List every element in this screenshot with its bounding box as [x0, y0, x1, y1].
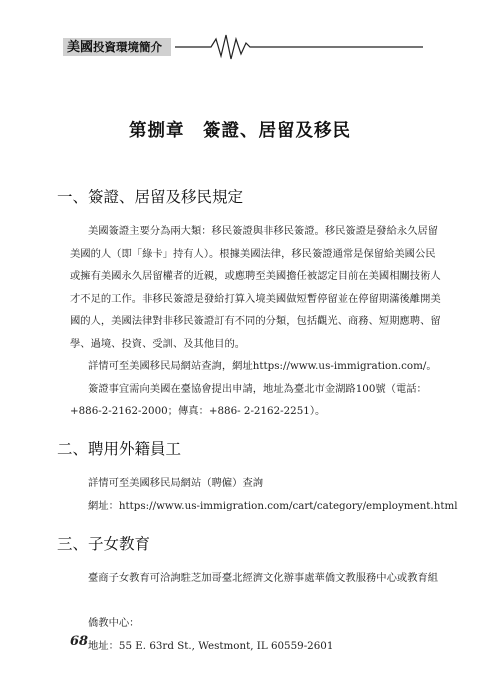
header-label-big: 美國: [67, 40, 94, 55]
section1-line: 或擁有美國永久居留權者的近親，或應聘至美國擔任被認定目前在美國相關技術人: [70, 270, 441, 282]
section1-line: 美國簽證主要分為兩大類：移民簽證與非移民簽證。移民簽證是發給永久居留: [88, 225, 439, 237]
chapter-title: 第捌章 簽證、居留及移民: [129, 121, 351, 141]
section1-line: 學、過境、投資、受訓、及其他目的。: [70, 338, 246, 350]
education-contact-line: 臺商子女教育可洽詢駐芝加哥臺北經濟文化辦事處華僑文教服務中心或教育組: [88, 572, 439, 584]
employment-detail-line: 詳情可至美國移民局網站（聘僱）查詢: [88, 477, 264, 489]
overseas-center-label: 僑教中心：: [88, 617, 140, 629]
header-label-rest: 投資環境簡介: [93, 40, 163, 54]
header-label: [63, 38, 171, 56]
overseas-center-address: 地址：55 E. 63rd St., Westmont, IL 60559-2601: [88, 640, 334, 652]
section-heading-employment: 二、聘用外籍員工: [57, 440, 182, 458]
running-header: [63, 30, 423, 64]
header-wave-line: [175, 30, 423, 64]
section1-line: 美國的人（即「綠卡」持有人）。根據美國法律，移民簽證通常是保留給美國公民: [70, 248, 436, 260]
section1-line: 國的人，美國法律對非移民簽證訂有不同的分類，包括觀光、商務、短期應聘、留: [70, 315, 441, 327]
section-heading-visa: 一、簽證、居留及移民規定: [57, 188, 244, 206]
visa-contact-line: +886-2-2162-2000；傳真：+886- 2-2162-2251）。: [70, 405, 326, 417]
section-heading-education: 三、子女教育: [57, 535, 151, 553]
employment-url-line: 網址：https://www.us-immigration.com/cart/category/employment.html: [88, 500, 458, 512]
immigration-detail-line: 詳情可至美國移民局網站查詢，網址https://www.us-immigration.com/。: [88, 360, 437, 372]
section1-line: 才不足的工作。非移民簽證是發給打算入境美國做短暫停留並在停留期滿後離開美: [70, 293, 441, 305]
visa-application-line: 簽證事宜需向美國在臺協會提出申請，地址為臺北市金湖路100號（電話：: [88, 383, 427, 395]
page-number: 68: [70, 634, 89, 649]
